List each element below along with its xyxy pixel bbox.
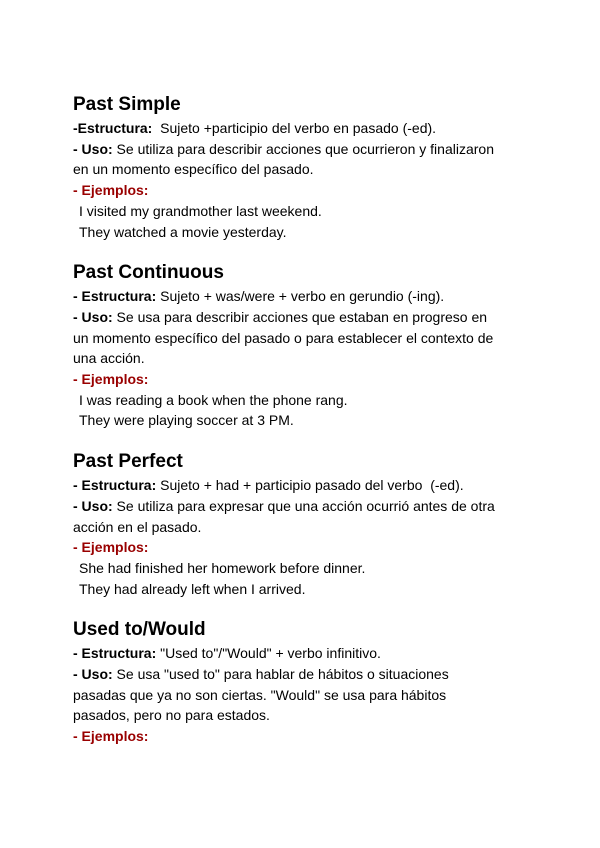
uso-line — [73, 496, 573, 517]
section-title: Past Simple — [73, 94, 181, 115]
estructura-label: - Estructura: — [73, 477, 157, 494]
estructura-label: - Estructura: — [73, 645, 157, 662]
uso-label: - Uso: — [73, 497, 113, 514]
estructura-line — [73, 643, 573, 664]
estructura-line — [73, 118, 573, 139]
uso-text: Se utiliza para describir acciones que ocurrieron y finalizaron — [112, 140, 494, 157]
section-title: Used to/Would — [73, 619, 206, 641]
estructura-line — [73, 286, 573, 307]
uso-label: - Uso: — [73, 666, 113, 683]
section-title: Past Continuous — [73, 262, 224, 284]
example-sentence: They watched a movie yesterday. — [79, 223, 287, 240]
uso-continuation: pasados, pero no para estados. — [73, 707, 270, 724]
uso-text: Se usa para describir acciones que estaban en progreso en — [112, 308, 488, 325]
ejemplos-label: - Ejemplos: — [73, 539, 149, 556]
estructura-text: Sujeto + had + participio pasado del verbo (-ed). — [156, 477, 464, 494]
example-sentence: I visited my grandmother last weekend. — [79, 202, 322, 219]
section-used-to-would — [73, 617, 573, 747]
uso-continuation: pasadas que ya no son ciertas. "Would" se usa para hábitos — [73, 686, 447, 703]
section-past-simple — [73, 92, 573, 242]
uso-label: - Uso: — [73, 308, 113, 325]
section-past-continuous — [73, 260, 573, 431]
section-past-perfect — [73, 449, 573, 599]
estructura-text: Sujeto +participio del verbo en pasado (-ed). — [152, 120, 437, 136]
ejemplos-label: - Ejemplos: — [73, 371, 149, 388]
estructura-label: -Estructura: — [73, 120, 153, 136]
estructura-text: Sujeto + was/were + verbo en gerundio (-ing). — [156, 288, 445, 305]
uso-line — [73, 307, 573, 328]
example-sentence: They were playing soccer at 3 PM. — [79, 412, 294, 429]
estructura-label: - Estructura: — [73, 288, 157, 305]
document-page — [73, 92, 573, 747]
example-sentence: They had already left when I arrived. — [79, 580, 306, 597]
ejemplos-label: - Ejemplos: — [73, 728, 149, 745]
uso-line — [73, 139, 573, 160]
uso-line — [73, 664, 573, 685]
uso-text: Se utiliza para expresar que una acción ocurrió antes de otra — [112, 497, 495, 514]
ejemplos-label: - Ejemplos: — [73, 182, 149, 199]
example-sentence: She had finished her homework before dinner. — [79, 559, 366, 576]
uso-continuation: un momento específico del pasado o para establecer el contexto de — [73, 329, 494, 346]
uso-text: Se usa "used to" para hablar de hábitos o situaciones — [112, 666, 449, 683]
section-title: Past Perfect — [73, 451, 183, 473]
estructura-line — [73, 475, 573, 496]
uso-continuation: una acción. — [73, 350, 145, 367]
example-sentence: I was reading a book when the phone rang. — [79, 391, 348, 408]
estructura-text: "Used to"/"Would" + verbo infinitivo. — [156, 645, 381, 662]
uso-label: - Uso: — [73, 140, 113, 157]
uso-continuation: en un momento específico del pasado. — [73, 161, 314, 178]
uso-continuation: acción en el pasado. — [73, 518, 202, 535]
